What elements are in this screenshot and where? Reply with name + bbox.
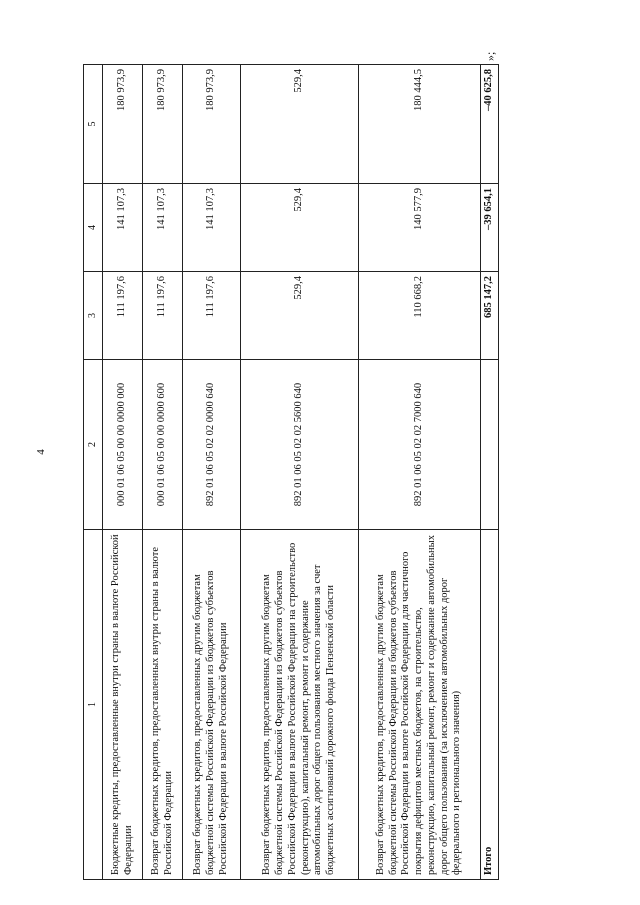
row-name: Возврат бюджетных кредитов, предоставленных внутри страны в валюте Российской Федерации — [143, 530, 183, 880]
row-name: Возврат бюджетных кредитов, предоставленных другим бюджетам бюджетной системы Российской Федерации из бюджетов субъектов Российской Федерации в валюте Российской Федерации на строительство (реконструкцию), капитальный ремонт, ремонт и содержание автомобильных дорог общего пользования местного значения за счет бюджетных ассигнований дорожного фонда Пензенской области — [241, 530, 359, 880]
row-value-col5: 180 444,5 — [359, 65, 481, 184]
row-value-col5: 529,4 — [241, 65, 359, 184]
table-row — [241, 65, 359, 880]
budget-table-container — [83, 51, 497, 880]
column-header-5: 5 — [84, 65, 103, 184]
column-header-3: 3 — [84, 272, 103, 360]
total-value-col3: 685 147,2 — [481, 272, 499, 360]
table-row — [103, 65, 143, 880]
column-header-2: 2 — [84, 360, 103, 530]
row-code: 892 01 06 05 02 02 5600 640 — [241, 360, 359, 530]
table-header-row — [84, 65, 103, 880]
table-row — [359, 65, 481, 880]
row-value-col5: 180 973,9 — [143, 65, 183, 184]
column-header-1: 1 — [84, 530, 103, 880]
row-value-col4: 141 107,3 — [143, 184, 183, 272]
total-label: Итого — [481, 530, 499, 880]
total-code-empty — [481, 360, 499, 530]
page-number: 4 — [35, 449, 47, 455]
total-value-col5: –40 625,8 — [481, 65, 499, 184]
total-value-col4: –39 654,1 — [481, 184, 499, 272]
row-value-col3: 110 668,2 — [359, 272, 481, 360]
row-value-col4: 529,4 — [241, 184, 359, 272]
table-row — [143, 65, 183, 880]
row-value-col5: 180 973,9 — [103, 65, 143, 184]
budget-table — [83, 64, 499, 880]
row-value-col3: 111 197,6 — [183, 272, 241, 360]
row-value-col5: 180 973,9 — [183, 65, 241, 184]
row-value-col4: 141 107,3 — [183, 184, 241, 272]
row-value-col3: 111 197,6 — [103, 272, 143, 360]
closing-quote-mark: »; — [483, 51, 497, 61]
row-value-col3: 529,4 — [241, 272, 359, 360]
row-value-col4: 141 107,3 — [103, 184, 143, 272]
total-row — [481, 65, 499, 880]
row-value-col4: 140 577,9 — [359, 184, 481, 272]
row-name: Возврат бюджетных кредитов, предоставленных другим бюджетам бюджетной системы Российской Федерации из бюджетов субъектов Российской Федерации в валюте Российской Федерации — [183, 530, 241, 880]
column-header-4: 4 — [84, 184, 103, 272]
row-code: 892 01 06 05 02 02 7000 640 — [359, 360, 481, 530]
row-name: Бюджетные кредиты, предоставленные внутри страны в валюте Российской Федерации — [103, 530, 143, 880]
table-row — [183, 65, 241, 880]
row-code: 000 01 06 05 00 00 0000 600 — [143, 360, 183, 530]
row-name: Возврат бюджетных кредитов, предоставленных другим бюджетам бюджетной системы Российской Федерации из бюджетов субъектов Российской Федерации в валюте Российской Федерации для частичного покрытия дефицитов местных бюджетов, на строительство, реконструкцию, капитальный ремонт, ремонт и содержание автомобильных дорог общего пользования (за исключением автомобильных дорог федерального и регионального значения) — [359, 530, 481, 880]
row-value-col3: 111 197,6 — [143, 272, 183, 360]
row-code: 000 01 06 05 00 00 0000 000 — [103, 360, 143, 530]
row-code: 892 01 06 05 02 02 0000 640 — [183, 360, 241, 530]
